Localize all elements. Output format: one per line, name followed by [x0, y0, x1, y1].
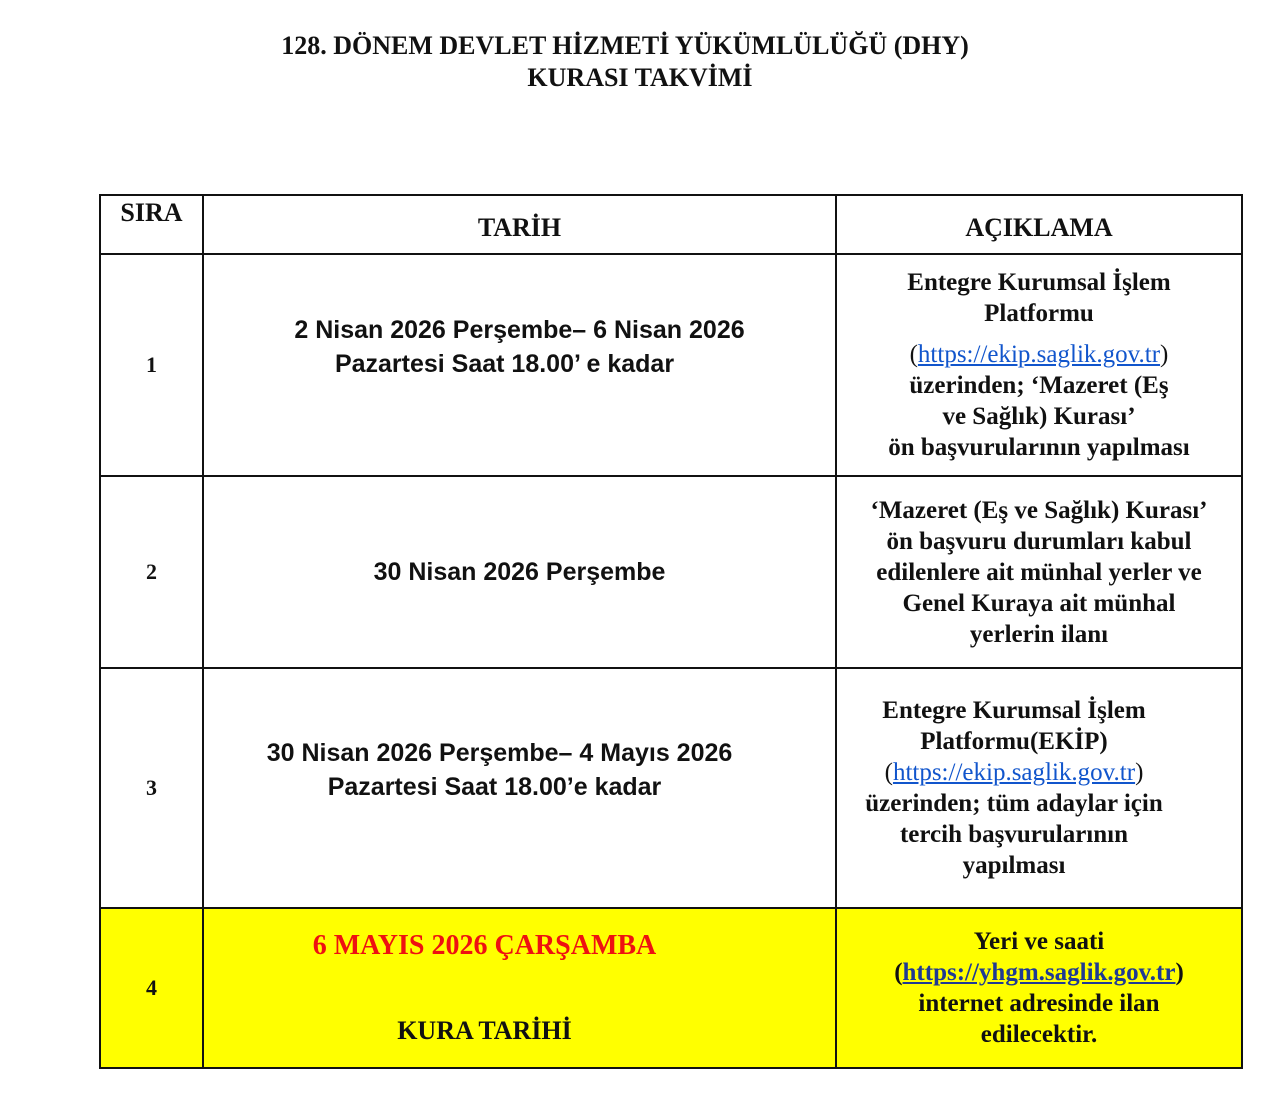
- row-number: 3: [100, 668, 203, 908]
- table-row: [100, 476, 1242, 668]
- date-line-1: 2 Nisan 2026 Perşembe– 6 Nisan 2026: [294, 316, 745, 344]
- header-tarih: TARİH: [203, 195, 836, 254]
- desc-line: Platformu: [984, 300, 1094, 327]
- desc-link-line: [888, 339, 1189, 370]
- table-row: [100, 254, 1242, 476]
- desc-link-line: [894, 957, 1184, 988]
- table-row: [100, 668, 1242, 908]
- table-header-row: [100, 195, 1242, 254]
- desc-line: üzerinden; tüm adaylar için: [865, 790, 1163, 817]
- header-aciklama: AÇIKLAMA: [836, 195, 1242, 254]
- desc-line: tercih başvurularının: [899, 821, 1129, 848]
- desc-line: Platformu(EKİP): [920, 728, 1108, 755]
- date-line-2: Pazartesi Saat 18.00’ e kadar: [334, 350, 675, 378]
- date-line-2: Pazartesi Saat 18.00’e kadar: [327, 773, 662, 801]
- row-date: [203, 908, 836, 1068]
- desc-line: internet adresinde ilan: [918, 990, 1160, 1017]
- row-number: 4: [100, 908, 203, 1068]
- draw-date-label: KURA TARİHİ: [397, 1016, 572, 1045]
- desc-line: Genel Kuraya ait münhal: [902, 589, 1176, 617]
- schedule-table: [99, 194, 1243, 1069]
- row-description: [836, 254, 1242, 476]
- desc-line: edilenlere ait münhal yerler ve: [876, 558, 1202, 586]
- desc-line: ön başvurularının yapılması: [888, 434, 1190, 461]
- desc-line: ön başvuru durumları kabul: [886, 527, 1192, 555]
- row-number: 2: [100, 476, 203, 668]
- paren-open: (: [894, 959, 903, 986]
- desc-line: Yeri ve saati: [973, 928, 1105, 955]
- row-description: [836, 908, 1242, 1068]
- document-title: [0, 30, 1280, 94]
- table-row-highlighted: [100, 908, 1242, 1068]
- row-date: [203, 668, 836, 908]
- row-date: [203, 254, 836, 476]
- title-line-2: KURASI TAKVİMİ: [527, 63, 753, 92]
- row-number: 1: [100, 254, 203, 476]
- row-description: [836, 668, 1242, 908]
- desc-line: Entegre Kurumsal İşlem: [907, 269, 1171, 296]
- row-date: 30 Nisan 2026 Perşembe: [203, 476, 836, 668]
- ekip-link[interactable]: https://ekip.saglik.gov.tr: [892, 759, 1136, 786]
- header-sira: SIRA: [100, 195, 203, 254]
- ekip-link[interactable]: https://ekip.saglik.gov.tr: [917, 341, 1161, 368]
- desc-link-line: [865, 757, 1162, 788]
- date-line-1: 30 Nisan 2026 Perşembe– 4 Mayıs 2026: [266, 739, 733, 767]
- paren-close: ): [1175, 959, 1184, 986]
- draw-date: 6 MAYIS 2026 ÇARŞAMBA: [312, 930, 657, 961]
- desc-line: ‘Mazeret (Eş ve Sağlık) Kurası’: [870, 496, 1208, 524]
- paren-open: (: [884, 759, 893, 786]
- desc-line: edilecektir.: [980, 1021, 1098, 1048]
- paren-close: ): [1160, 341, 1169, 368]
- desc-line: üzerinden; ‘Mazeret (Eş: [909, 372, 1169, 399]
- row-description: [836, 476, 1242, 668]
- paren-open: (: [909, 341, 918, 368]
- desc-line: yapılması: [962, 852, 1066, 879]
- title-line-1: 128. DÖNEM DEVLET HİZMETİ YÜKÜMLÜLÜĞÜ (DHY): [281, 31, 969, 60]
- yhgm-link[interactable]: https://yhgm.saglik.gov.tr: [902, 959, 1176, 986]
- paren-close: ): [1135, 759, 1144, 786]
- desc-line: ve Sağlık) Kurası’: [942, 403, 1136, 430]
- desc-line: yerlerin ilanı: [969, 620, 1109, 648]
- desc-line: Entegre Kurumsal İşlem: [882, 697, 1146, 724]
